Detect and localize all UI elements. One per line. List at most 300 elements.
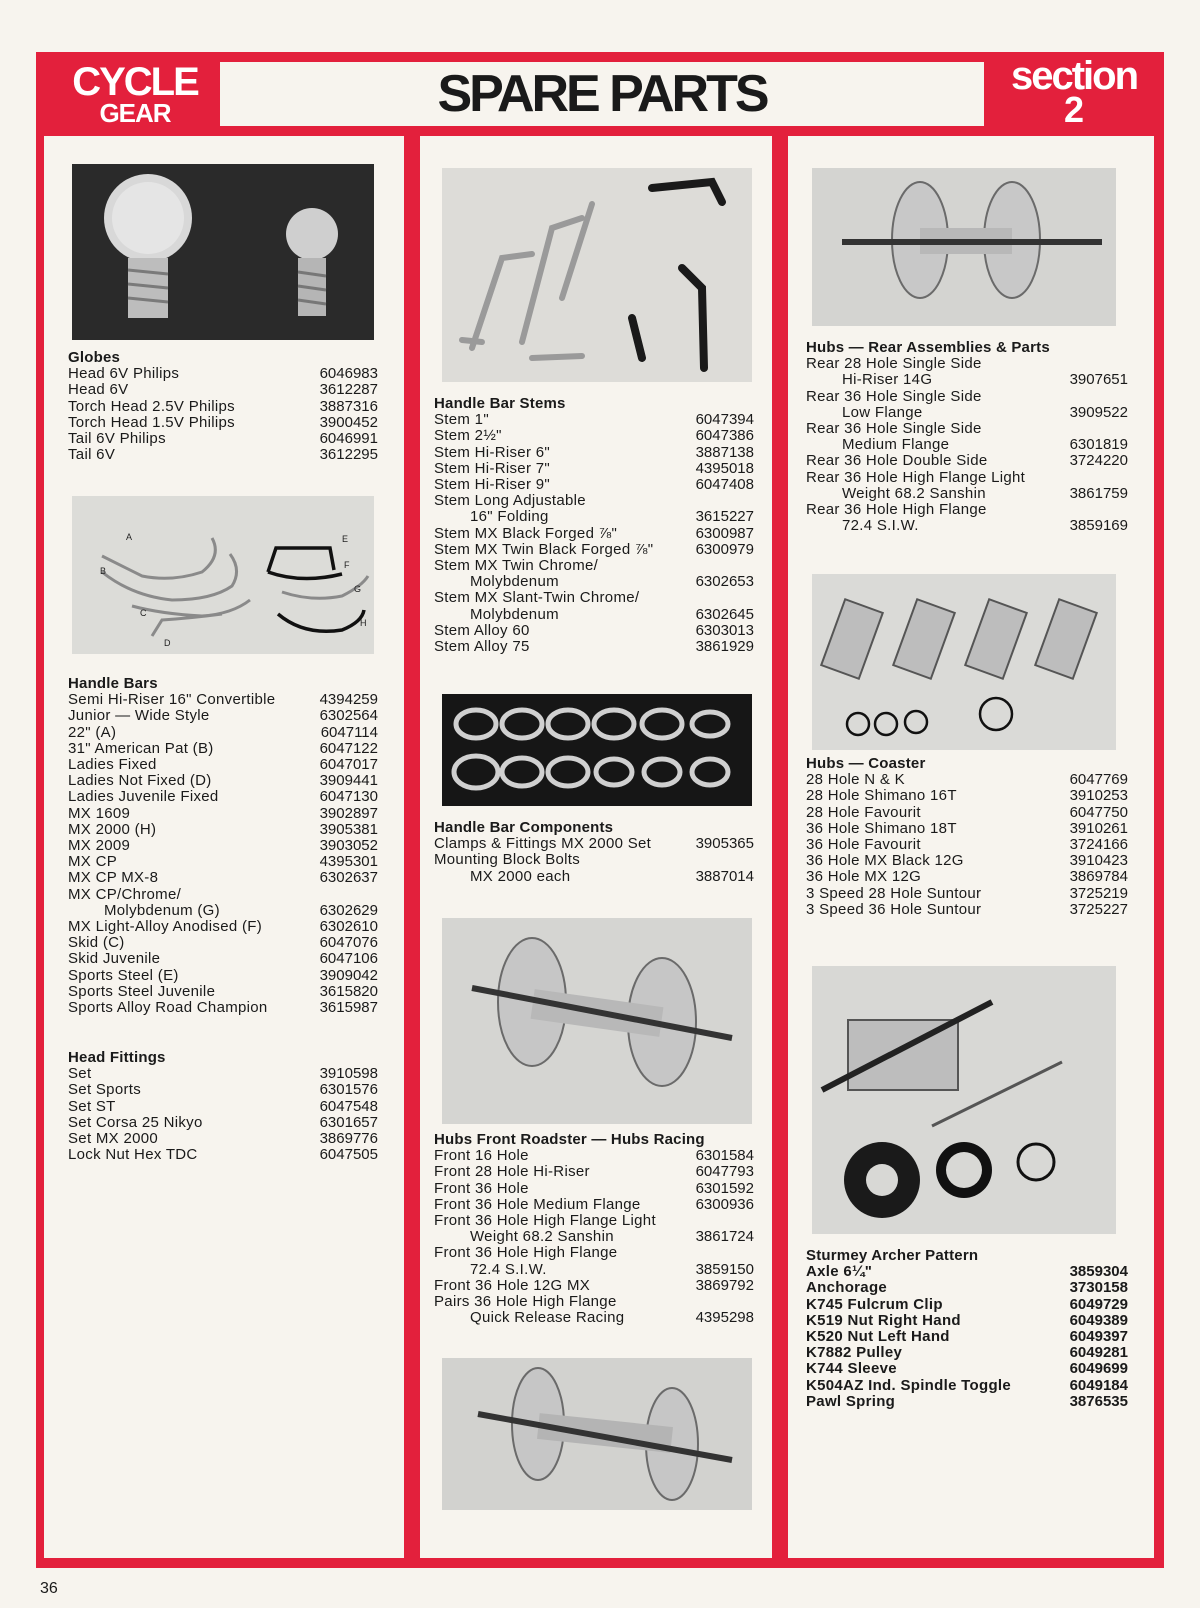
part-row	[806, 1280, 1128, 1296]
part-name: 28 Hole Shimano 16T	[806, 787, 957, 805]
part-name: MX CP/Chrome/	[68, 885, 182, 903]
part-name: Sports Steel (E)	[68, 966, 179, 984]
stems-title: Handle Bar Stems	[434, 395, 566, 412]
part-row	[434, 493, 754, 509]
coaster-section	[806, 756, 1128, 918]
part-code: 6047076	[319, 934, 378, 952]
part-row	[806, 486, 1128, 502]
rear-hubs-title: Hubs — Rear Assemblies & Parts	[806, 339, 1050, 356]
part-name: Clamps & Fittings MX 2000 Set	[434, 835, 652, 853]
part-name: Front 16 Hole	[434, 1147, 529, 1165]
part-row	[434, 852, 754, 868]
handle-bars-section	[68, 676, 378, 1016]
part-row	[806, 886, 1128, 902]
part-row	[806, 405, 1128, 421]
page-title: SPARE PARTS	[437, 65, 767, 123]
part-name: 36 Hole Shimano 18T	[806, 819, 957, 837]
part-row	[68, 789, 378, 805]
part-name: K7882 Pulley	[806, 1344, 903, 1362]
part-name: Stem Alloy 75	[434, 638, 530, 656]
part-code: 6049397	[1069, 1328, 1128, 1346]
part-name: 72.4 S.I.W.	[470, 1260, 547, 1278]
part-row	[806, 372, 1128, 388]
sturmey-list	[806, 1264, 1128, 1410]
part-code: 3730158	[1069, 1279, 1128, 1297]
part-name: Tail 6V	[68, 446, 116, 464]
part-row	[806, 421, 1128, 437]
part-code: 3724166	[1069, 836, 1128, 854]
part-code: 6301657	[319, 1113, 378, 1131]
part-row	[806, 1264, 1128, 1280]
brand-line-1: CYCLE	[72, 60, 198, 104]
part-code: 6047394	[695, 411, 754, 429]
part-row	[434, 1245, 754, 1261]
part-code: 3887014	[695, 867, 754, 885]
part-row	[806, 788, 1128, 804]
bar-label-b: B	[100, 566, 107, 576]
column-left	[44, 136, 404, 1558]
part-row	[68, 725, 378, 741]
part-code: 6049729	[1069, 1295, 1128, 1313]
part-row	[434, 1148, 754, 1164]
part-name: K744 Sleeve	[806, 1360, 897, 1378]
rear-hubs-section	[806, 340, 1128, 534]
part-code: 3861759	[1069, 484, 1128, 502]
part-row	[68, 854, 378, 870]
components-list	[434, 836, 754, 885]
part-name: Hi-Riser 14G	[842, 371, 933, 389]
rear-hubs-list	[806, 356, 1128, 534]
part-name: Front 36 Hole Medium Flange	[434, 1195, 641, 1213]
front-hub-photo	[442, 918, 752, 1124]
part-row	[434, 428, 754, 444]
part-name: Rear 28 Hole Single Side	[806, 355, 982, 373]
part-name: MX 2000 (H)	[68, 820, 157, 838]
part-row	[68, 1000, 378, 1016]
part-code: 6046983	[319, 365, 378, 383]
sturmey-title: Sturmey Archer Pattern	[806, 1247, 979, 1264]
part-name: Stem Long Adjustable	[434, 492, 586, 510]
part-name: Front 36 Hole	[434, 1179, 529, 1197]
part-name: Semi Hi-Riser 16" Convertible	[68, 691, 276, 709]
part-row	[806, 1345, 1128, 1361]
part-name: Stem MX Slant-Twin Chrome/	[434, 589, 640, 607]
part-name: Ladies Not Fixed (D)	[68, 772, 212, 790]
page-number: 36	[40, 1580, 58, 1597]
handle-bars-photo	[72, 496, 374, 654]
part-row	[806, 502, 1128, 518]
part-code: 6300936	[695, 1195, 754, 1213]
part-row	[68, 838, 378, 854]
part-name: MX CP	[68, 853, 118, 871]
part-code: 3887316	[319, 397, 378, 415]
part-code: 6047122	[319, 739, 378, 757]
part-row	[434, 509, 754, 525]
part-code: 6300987	[695, 524, 754, 542]
part-row	[806, 518, 1128, 534]
part-row	[806, 437, 1128, 453]
part-name: Stem MX Twin Black Forged ⅞"	[434, 540, 654, 558]
part-row	[434, 526, 754, 542]
part-name: K745 Fulcrum Clip	[806, 1295, 943, 1313]
front-hubs-section	[434, 1132, 754, 1326]
sturmey-section	[806, 1248, 1128, 1410]
part-row	[68, 431, 378, 447]
part-code: 3612287	[319, 381, 378, 399]
part-code: 3861724	[695, 1228, 754, 1246]
part-name: Weight 68.2 Sanshin	[842, 484, 986, 502]
part-name: Junior — Wide Style	[68, 707, 210, 725]
part-name: MX CP MX-8	[68, 869, 159, 887]
brand-logo	[60, 60, 210, 130]
part-code: 6302637	[319, 869, 378, 887]
components-title: Handle Bar Components	[434, 819, 614, 836]
part-row	[68, 1099, 378, 1115]
part-code: 6301584	[695, 1147, 754, 1165]
part-code: 6047505	[319, 1146, 378, 1164]
part-code: 6047750	[1069, 803, 1128, 821]
globes-list	[68, 366, 378, 463]
part-row	[68, 919, 378, 935]
part-row	[68, 984, 378, 1000]
part-row	[434, 836, 754, 852]
part-name: 16" Folding	[470, 508, 549, 526]
part-name: Rear 36 Hole High Flange	[806, 501, 987, 519]
coaster-title: Hubs — Coaster	[806, 755, 926, 772]
part-code: 6047017	[319, 756, 378, 774]
part-row	[434, 1213, 754, 1229]
part-row	[806, 869, 1128, 885]
globes-title: Globes	[68, 349, 121, 366]
part-row	[68, 1082, 378, 1098]
brand-line-2: GEAR	[99, 98, 171, 128]
coaster-hub-photo	[812, 574, 1116, 750]
part-name: 72.4 S.I.W.	[842, 517, 919, 535]
part-name: Axle 6¼"	[806, 1263, 873, 1281]
part-code: 6047408	[695, 476, 754, 494]
part-code: 6049699	[1069, 1360, 1128, 1378]
part-name: 28 Hole Favourit	[806, 803, 921, 821]
front-hubs-list	[434, 1148, 754, 1326]
part-row	[434, 869, 754, 885]
part-row	[68, 951, 378, 967]
part-row	[806, 853, 1128, 869]
part-code: 3859150	[695, 1260, 754, 1278]
part-name: 31" American Pat (B)	[68, 739, 214, 757]
part-name: MX 2000 each	[470, 867, 571, 885]
part-row	[434, 590, 754, 606]
bar-label-a: A	[126, 532, 133, 542]
part-name: Rear 36 Hole Single Side	[806, 387, 982, 405]
part-row	[68, 1147, 378, 1163]
bar-label-g: G	[354, 584, 362, 594]
part-name: 22" (A)	[68, 723, 117, 741]
part-code: 3859169	[1069, 517, 1128, 535]
part-row	[434, 574, 754, 590]
part-code: 3887138	[695, 443, 754, 461]
part-code: 3902897	[319, 804, 378, 822]
part-name: Weight 68.2 Sanshin	[470, 1228, 614, 1246]
part-name: Torch Head 2.5V Philips	[68, 397, 235, 415]
components-section	[434, 820, 754, 885]
part-row	[806, 1361, 1128, 1377]
part-code: 3615820	[319, 982, 378, 1000]
part-row	[434, 1164, 754, 1180]
head-fittings-section	[68, 1050, 378, 1163]
part-name: 36 Hole Favourit	[806, 836, 921, 854]
part-row	[806, 821, 1128, 837]
section-badge	[994, 56, 1154, 132]
part-row	[68, 708, 378, 724]
part-code: 3909441	[319, 772, 378, 790]
part-row	[806, 772, 1128, 788]
part-row	[806, 1378, 1128, 1394]
part-code: 3615227	[695, 508, 754, 526]
part-name: Stem MX Black Forged ⅞"	[434, 524, 618, 542]
part-name: 36 Hole MX 12G	[806, 868, 922, 886]
part-code: 6301819	[1069, 436, 1128, 454]
part-code: 3725219	[1069, 884, 1128, 902]
part-row	[806, 805, 1128, 821]
part-name: Front 28 Hole Hi-Riser	[434, 1163, 590, 1181]
part-code: 6047548	[319, 1097, 378, 1115]
part-row	[434, 1294, 754, 1310]
part-code: 3869776	[319, 1130, 378, 1148]
part-code: 3725227	[1069, 900, 1128, 918]
part-code: 6301592	[695, 1179, 754, 1197]
part-name: Head 6V Philips	[68, 365, 180, 383]
part-name: Sports Alloy Road Champion	[68, 999, 268, 1017]
part-code: 3861929	[695, 638, 754, 656]
part-code: 3909042	[319, 966, 378, 984]
part-row	[68, 757, 378, 773]
stems-section	[434, 396, 754, 655]
part-row	[806, 1394, 1128, 1410]
part-code: 3876535	[1069, 1392, 1128, 1410]
part-row	[68, 968, 378, 984]
part-code: 3724220	[1069, 452, 1128, 470]
part-name: Set MX 2000	[68, 1130, 159, 1148]
part-name: Rear 36 Hole Double Side	[806, 452, 988, 470]
part-name: Rear 36 Hole Single Side	[806, 420, 982, 438]
part-name: Tail 6V Philips	[68, 430, 166, 448]
handle-bars-title: Handle Bars	[68, 675, 158, 692]
column-right	[788, 136, 1154, 1558]
part-code: 3612295	[319, 446, 378, 464]
components-photo	[442, 694, 752, 806]
part-row	[434, 558, 754, 574]
part-code: 6046991	[319, 430, 378, 448]
part-code: 4394259	[319, 691, 378, 709]
part-row	[68, 366, 378, 382]
part-name: Stem Hi-Riser 6"	[434, 443, 550, 461]
part-code: 6049281	[1069, 1344, 1128, 1362]
part-code: 6301576	[319, 1081, 378, 1099]
part-code: 3859304	[1069, 1263, 1128, 1281]
part-code: 6300979	[695, 540, 754, 558]
part-name: Pairs 36 Hole High Flange	[434, 1293, 617, 1311]
part-name: Stem Hi-Riser 9"	[434, 476, 550, 494]
part-row	[68, 935, 378, 951]
part-name: Set ST	[68, 1097, 116, 1115]
part-name: Molybdenum (G)	[104, 901, 220, 919]
part-name: Quick Release Racing	[470, 1309, 625, 1327]
part-row	[68, 415, 378, 431]
rear-hub-photo	[812, 168, 1116, 326]
part-row	[434, 1181, 754, 1197]
part-name: Skid Juvenile	[68, 950, 161, 968]
part-code: 6049184	[1069, 1376, 1128, 1394]
part-row	[434, 1278, 754, 1294]
globes-section	[68, 350, 378, 463]
part-row	[434, 477, 754, 493]
part-row	[434, 607, 754, 623]
part-row	[806, 837, 1128, 853]
part-row	[434, 623, 754, 639]
part-row	[68, 773, 378, 789]
part-name: Torch Head 1.5V Philips	[68, 413, 235, 431]
part-name: Molybdenum	[470, 573, 559, 591]
part-code: 3869792	[695, 1276, 754, 1294]
part-code: 3910261	[1069, 819, 1128, 837]
part-code: 3905381	[319, 820, 378, 838]
part-row	[434, 639, 754, 655]
part-code: 6047793	[695, 1163, 754, 1181]
part-row	[68, 1131, 378, 1147]
part-name: Molybdenum	[470, 605, 559, 623]
part-name: 28 Hole N & K	[806, 771, 905, 789]
part-row	[806, 1297, 1128, 1313]
part-row	[806, 1329, 1128, 1345]
part-row	[68, 447, 378, 463]
head-fittings-title: Head Fittings	[68, 1049, 166, 1066]
part-row	[806, 453, 1128, 469]
part-name: Front 36 Hole High Flange Light	[434, 1212, 656, 1230]
part-row	[434, 445, 754, 461]
part-row	[434, 542, 754, 558]
part-row	[434, 1197, 754, 1213]
part-row	[68, 399, 378, 415]
part-code: 3909522	[1069, 403, 1128, 421]
racing-hub-photo	[442, 1358, 752, 1510]
part-row	[806, 356, 1128, 372]
stems-list	[434, 412, 754, 655]
part-code: 6049389	[1069, 1311, 1128, 1329]
sturmey-archer-photo	[812, 966, 1116, 1234]
part-row	[806, 1313, 1128, 1329]
part-code: 6302653	[695, 573, 754, 591]
part-name: Low Flange	[842, 403, 923, 421]
bar-label-f: F	[344, 560, 350, 570]
part-row	[434, 1262, 754, 1278]
part-name: Set Sports	[68, 1081, 142, 1099]
part-code: 3869784	[1069, 868, 1128, 886]
part-row	[434, 1310, 754, 1326]
part-name: MX 2009	[68, 837, 131, 855]
part-code: 6302645	[695, 605, 754, 623]
front-hubs-title: Hubs Front Roadster — Hubs Racing	[434, 1131, 705, 1148]
part-name: Ladies Fixed	[68, 756, 157, 774]
column-middle	[420, 136, 772, 1558]
part-name: 36 Hole MX Black 12G	[806, 852, 964, 870]
part-name: Front 36 Hole High Flange	[434, 1244, 618, 1262]
handle-bars-list	[68, 692, 378, 1016]
part-name: Anchorage	[806, 1279, 888, 1297]
part-code: 3910253	[1069, 787, 1128, 805]
section-number: 2	[1063, 89, 1085, 130]
part-row	[68, 741, 378, 757]
bar-label-c: C	[140, 608, 147, 618]
part-name: Pawl Spring	[806, 1392, 896, 1410]
part-name: Skid (C)	[68, 934, 125, 952]
part-name: Stem Alloy 60	[434, 621, 530, 639]
part-row	[68, 822, 378, 838]
part-name: Stem 1"	[434, 411, 489, 429]
bar-label-d: D	[164, 638, 171, 648]
part-code: 6047769	[1069, 771, 1128, 789]
section-word: section	[1010, 54, 1138, 98]
bar-label-e: E	[342, 534, 349, 544]
stems-photo	[442, 168, 752, 382]
part-code: 6302564	[319, 707, 378, 725]
part-code: 3903052	[319, 837, 378, 855]
part-code: 3910598	[319, 1065, 378, 1083]
part-code: 6303013	[695, 621, 754, 639]
part-row	[434, 412, 754, 428]
part-name: Mounting Block Bolts	[434, 851, 581, 869]
part-row	[434, 1229, 754, 1245]
part-name: Set Corsa 25 Nikyo	[68, 1113, 203, 1131]
part-name: Ladies Juvenile Fixed	[68, 788, 219, 806]
part-name: Rear 36 Hole High Flange Light	[806, 468, 1026, 486]
part-code: 6047114	[320, 723, 378, 741]
part-row	[68, 806, 378, 822]
part-code: 6302610	[319, 918, 378, 936]
part-code: 6302629	[319, 901, 378, 919]
part-code: 6047106	[319, 950, 378, 968]
head-fittings-list	[68, 1066, 378, 1163]
part-code: 3910423	[1069, 852, 1128, 870]
part-name: Sports Steel Juvenile	[68, 982, 216, 1000]
part-row	[68, 887, 378, 903]
part-code: 3900452	[319, 413, 378, 431]
part-row	[68, 692, 378, 708]
part-name: K520 Nut Left Hand	[806, 1328, 950, 1346]
part-row	[806, 389, 1128, 405]
part-code: 3905365	[695, 835, 754, 853]
part-row	[806, 902, 1128, 918]
part-code: 3615987	[319, 999, 378, 1017]
part-code: 6047130	[319, 788, 378, 806]
part-name: Head 6V	[68, 381, 129, 399]
part-name: Lock Nut Hex TDC	[68, 1146, 198, 1164]
part-name: Stem Hi-Riser 7"	[434, 459, 550, 477]
part-name: MX 1609	[68, 804, 131, 822]
part-row	[434, 461, 754, 477]
part-name: Medium Flange	[842, 436, 950, 454]
part-code: 4395301	[319, 853, 378, 871]
part-row	[68, 382, 378, 398]
part-name: MX Light-Alloy Anodised (F)	[68, 918, 263, 936]
part-name: K504AZ Ind. Spindle Toggle	[806, 1376, 1012, 1394]
part-name: Set	[68, 1065, 92, 1083]
part-code: 3907651	[1069, 371, 1128, 389]
part-row	[68, 1115, 378, 1131]
coaster-list	[806, 772, 1128, 918]
part-name: Stem MX Twin Chrome/	[434, 557, 599, 575]
part-row	[806, 470, 1128, 486]
part-name: K519 Nut Right Hand	[806, 1311, 961, 1329]
